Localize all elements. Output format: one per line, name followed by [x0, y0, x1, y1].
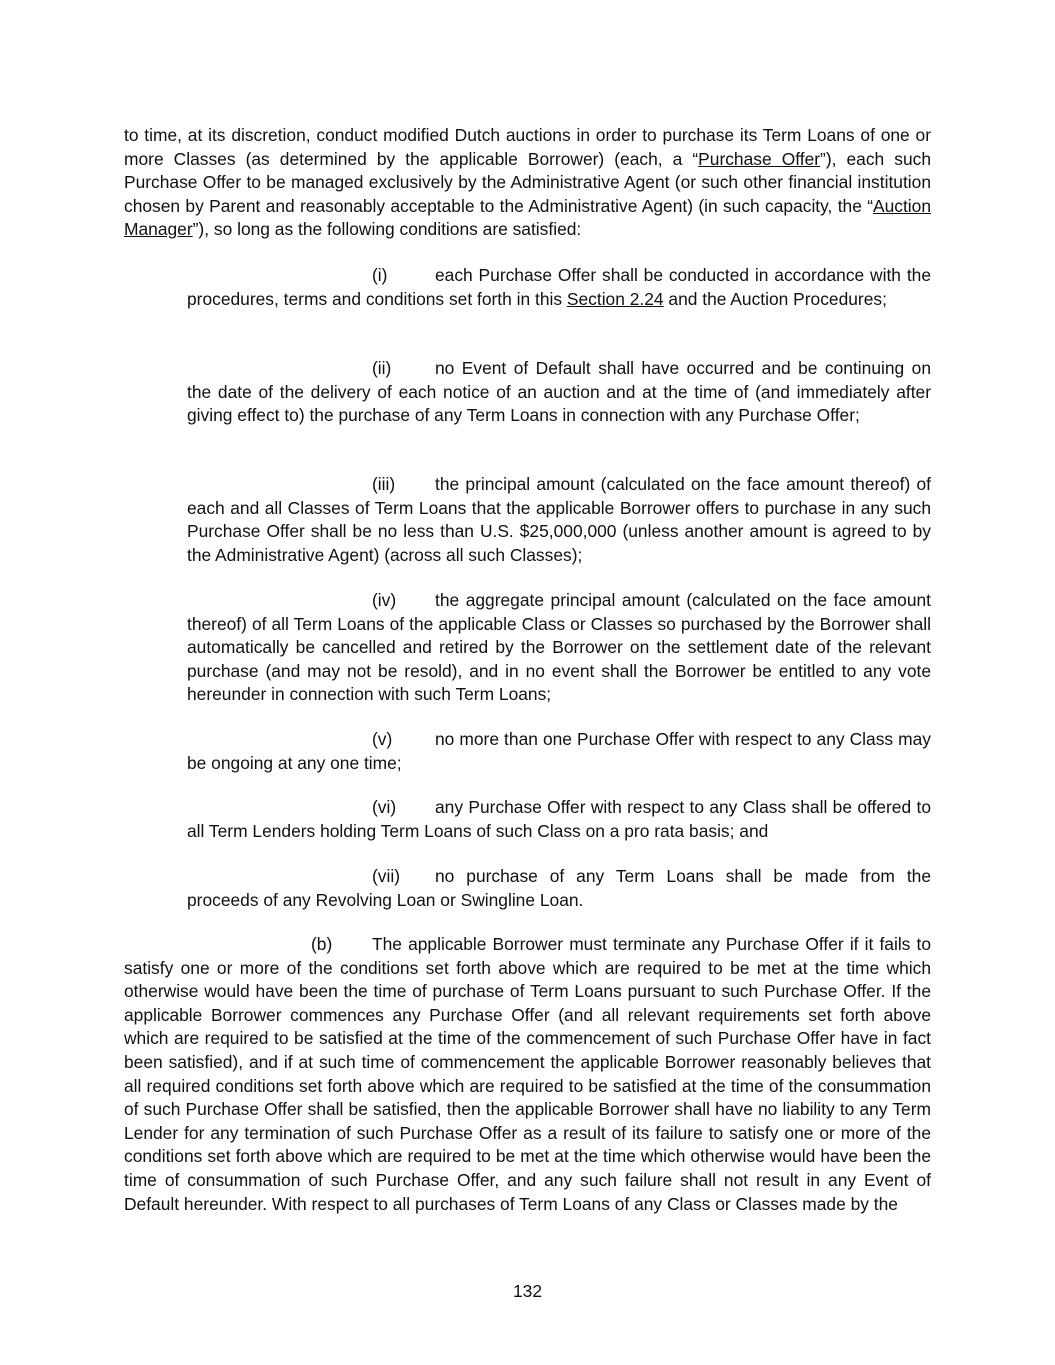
intro-text-2: ”), each such Purchase Offer to be managed exclusively by the Administrative Agent (or such other financial institution chosen by Parent and reasonably acceptable to the Administrative Agent) (in such capacity, the “ [124, 148, 932, 216]
paragraph-b [124, 933, 931, 1216]
condition-text: and the Auction Procedures; [663, 288, 887, 309]
condition-number: (vii) [372, 866, 401, 886]
condition-text: each Purchase Offer shall be conducted in accordance with the procedures, terms and conditions set forth in this [187, 265, 931, 309]
condition-number: (iv) [372, 590, 397, 610]
intro-text-1: to time, at its discretion, conduct modified Dutch auctions in order to purchase its Term Loans of one or more Classes (as determined by the applicable Borrower) (each, a “ [124, 125, 931, 169]
condition-text: the aggregate principal amount (calculated on the face amount thereof) of all Term Loans of the applicable Class or Classes so purchased by the Borrower shall automatically be cancelled and retired by the Borrower on the settlement date of the relevant purchase (and may not be resold), and in no event shall the Borrower be entitled to any vote hereunder in connection with such Term Loans; [187, 590, 931, 705]
page-number: 132 [512, 1281, 542, 1301]
condition-text: no more than one Purchase Offer with respect to any Class may be ongoing at any one time; [187, 729, 931, 773]
condition-text: no purchase of any Term Loans shall be made from the proceeds of any Revolving Loan or Swingline Loan. [187, 866, 931, 910]
condition-iii [187, 473, 931, 567]
intro-text-3: ”), so long as the following conditions are satisfied: [192, 219, 582, 240]
condition-text: no Event of Default shall have occurred and be continuing on the date of the delivery of each notice of an auction and at the time of (and immediately after giving effect to) the purchase of any Term Loans in connection with any Purchase Offer; [187, 358, 931, 426]
condition-iv [187, 589, 931, 707]
condition-number: (vi) [372, 797, 397, 817]
condition-text: any Purchase Offer with respect to any Class shall be offered to all Term Lenders holding Term Loans of such Class on a pro rata basis; and [187, 797, 931, 841]
condition-number: (i) [372, 265, 388, 285]
paragraph-number: (b) [311, 934, 333, 954]
defined-term-purchase-offer: Purchase Offer [698, 148, 821, 169]
condition-i [187, 264, 931, 311]
paragraph-text: The applicable Borrower must terminate any Purchase Offer if it fails to satisfy one or more of the conditions set forth above which are required to be met at the time which otherwise would have been the time of purchase of Term Loans pursuant to such Purchase Offer. If the applicable Borrower commences any Purchase Offer (and all relevant requirements set forth above which are required to be satisfied at the time of the commencement of such Purchase Offer have in fact been satisfied), and if at such time of commencement the applicable Borrower reasonably believes that all required conditions set forth above which are required to be satisfied at the time of the consummation of such Purchase Offer shall be satisfied, then the applicable Borrower shall have no liability to any Term Lender for any termination of such Purchase Offer as a result of its failure to satisfy one or more of the conditions set forth above which are required to be met at the time which otherwise would have been the time of consummation of such Purchase Offer, and any such failure shall not result in any Event of Default hereunder. With respect to all purchases of Term Loans of any Class or Classes made by the [124, 934, 931, 1214]
condition-number: (ii) [372, 358, 392, 378]
condition-v [187, 728, 931, 775]
defined-term-auction-manager: Auction Manager [124, 195, 931, 240]
condition-vii [187, 865, 931, 912]
condition-text: the principal amount (calculated on the face amount thereof) of each and all Classes of Term Loans that the applicable Borrower offers to purchase in any such Purchase Offer shall be no less than U.S. $25,000,000 (unless another amount is agreed to by the Administrative Agent) (across all such Classes); [187, 474, 931, 565]
intro-paragraph [124, 124, 931, 242]
condition-number: (v) [372, 729, 393, 749]
section-reference: Section 2.24 [566, 288, 664, 309]
condition-ii [187, 357, 931, 428]
condition-vi [187, 796, 931, 843]
condition-number: (iii) [372, 474, 396, 494]
